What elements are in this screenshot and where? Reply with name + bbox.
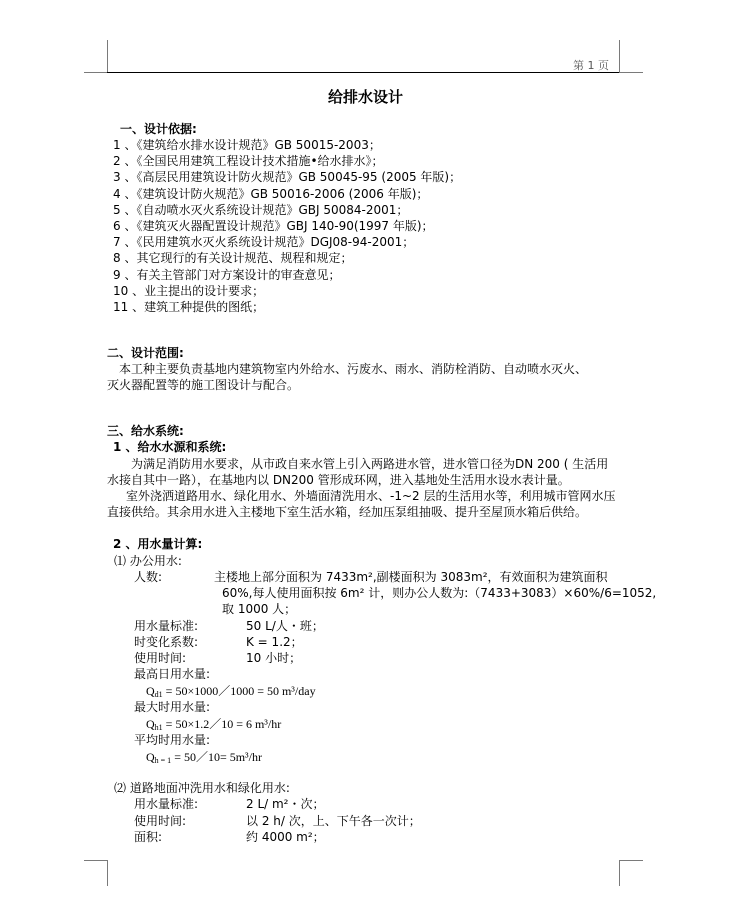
field-value: 50 L/人・班； — [246, 619, 324, 633]
paragraph-line: 本工种主要负责基地内建筑物室内外给水、污废水、雨水、消防栓消防、自动喷水灭火、 — [119, 362, 588, 376]
list-item: 8 、其它现行的有关设计规范、规程和规定； — [113, 251, 353, 265]
crop-mark — [619, 860, 643, 861]
field-value: 60%,每人使用面积按 6m² 计，则办公人数为:（7433+3083）×60%/6=1052, — [222, 586, 657, 600]
formula: $Q_{d1}$ = 50×1000／1000 = 50 m³/day — [146, 684, 316, 699]
crop-mark — [619, 40, 620, 73]
paragraph-line: 为满足消防用水要求，从市政自来水管上引入两路进水管，进水管口径为DN 200 ( 生活用 — [131, 457, 609, 471]
field-value: K = 1.2； — [246, 635, 303, 649]
document-title: 给排水设计 — [327, 88, 403, 106]
crop-mark — [619, 72, 643, 73]
field-value: 主楼地上部分面积为 7433m²,副楼面积为 3083m²，有效面积为建筑面积 — [214, 570, 608, 584]
field-label: 面积: — [134, 830, 163, 844]
list-item: 6 、《建筑灭火器配置设计规范》GBJ 140-90(1997 年版)； — [113, 219, 434, 233]
header-rule — [107, 72, 619, 73]
field-label: 用水量标准: — [134, 797, 199, 811]
page-number: 第 1 页 — [573, 59, 609, 72]
subsection-heading: 2 、用水量计算: — [113, 537, 203, 551]
crop-mark — [84, 72, 108, 73]
section-heading: 三、给水系统: — [107, 424, 184, 438]
subsection-heading: 1 、给水水源和系统: — [113, 440, 227, 454]
field-value: 10 小时； — [246, 651, 302, 665]
paragraph-line: 室外浇洒道路用水、绿化用水、外墙面清洗用水、-1~2 层的生活用水等，利用城市管网水压 — [126, 489, 616, 503]
list-item: 4 、《建筑设计防火规范》GB 50016-2006 (2006 年版)； — [113, 187, 429, 201]
field-label: 人数: — [134, 570, 163, 584]
field-value: 取 1000 人； — [222, 602, 297, 616]
section-heading: 二、设计范围: — [107, 346, 184, 360]
field-label: 最大时用水量: — [134, 700, 211, 714]
list-item: 3 、《高层民用建筑设计防火规范》GB 50045-95 (2005 年版)； — [113, 170, 462, 184]
list-item: 7 、《民用建筑水灭火系统设计规范》DGJ08-94-2001； — [113, 235, 415, 249]
formula: $Q_{h = 1}$ = 50／10= 5m³/hr — [146, 750, 262, 765]
paragraph-line: 灭火器配置等的施工图设计与配合。 — [107, 378, 300, 392]
crop-mark — [107, 860, 108, 886]
crop-mark — [619, 860, 620, 886]
field-value: 2 L/ m²・次； — [246, 797, 325, 811]
list-item: 2 、《全国民用建筑工程设计技术措施•给水排水》； — [113, 154, 384, 168]
item-label: ⑵ 道路地面冲洗用水和绿化用水: — [114, 781, 290, 795]
formula: $Q_{h1}$ = 50×1.2／10 = 6 m³/hr — [146, 717, 282, 732]
field-label: 最高日用水量: — [134, 667, 211, 681]
item-label: ⑴ 办公用水: — [114, 554, 182, 568]
field-label: 使用时间: — [134, 651, 187, 665]
crop-mark — [107, 40, 108, 73]
list-item: 11 、建筑工种提供的图纸； — [113, 300, 265, 314]
field-value: 约 4000 m²； — [246, 830, 325, 844]
paragraph-line: 直接供给。其余用水进入主楼地下室生活水箱，经加压泵组抽吸、提升至屋顶水箱后供给。 — [107, 505, 588, 519]
field-label: 使用时间: — [134, 814, 187, 828]
field-label: 时变化系数: — [134, 635, 199, 649]
list-item: 1 、《建筑给水排水设计规范》GB 50015-2003； — [113, 138, 381, 152]
crop-mark — [84, 860, 108, 861]
section-heading: 一、设计依据: — [120, 122, 197, 136]
paragraph-line: 水接自其中一路），在基地内以 DN200 管形成环网，进入基地处生活用水设水表计量。 — [107, 473, 570, 487]
list-item: 5 、《自动喷水灭火系统设计规范》GBJ 50084-2001； — [113, 203, 409, 217]
field-value: 以 2 h/ 次，上、下午各一次计； — [246, 814, 421, 828]
list-item: 10 、业主提出的设计要求； — [113, 284, 265, 298]
field-label: 平均时用水量: — [134, 733, 211, 747]
list-item: 9 、有关主管部门对方案设计的审查意见； — [113, 268, 341, 282]
field-label: 用水量标准: — [134, 619, 199, 633]
